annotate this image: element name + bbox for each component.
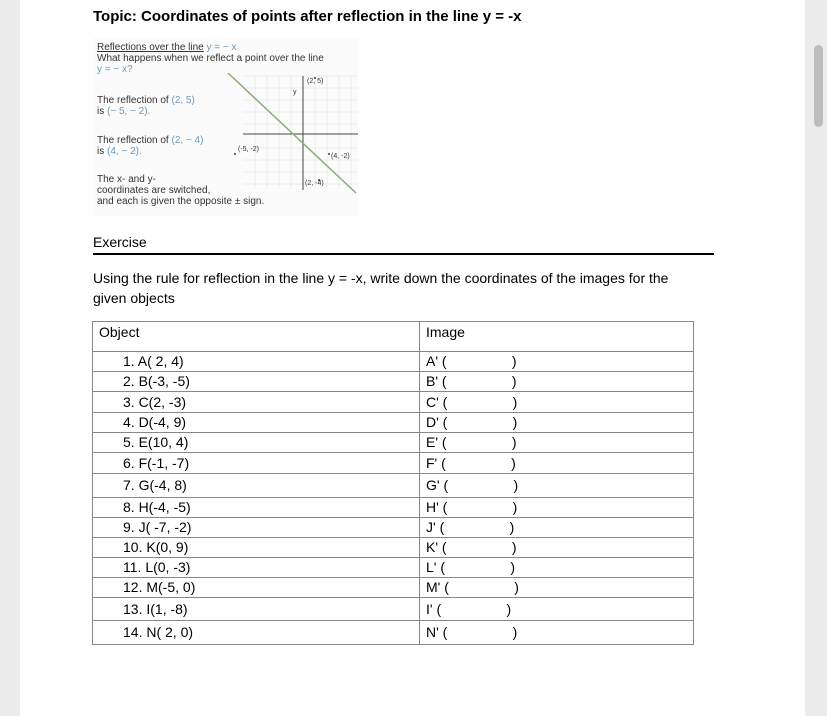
table-row [93, 621, 694, 645]
closing-paren: ) [511, 539, 517, 555]
table-row [93, 598, 694, 621]
closing-paren: ) [512, 414, 518, 430]
image-cell[interactable] [420, 433, 694, 453]
closing-paren: ) [506, 600, 512, 617]
table-row [93, 498, 694, 518]
point: (2, 5) [171, 95, 195, 106]
image-cell[interactable] [420, 372, 694, 392]
figure-question: What happens when we reflect a point over the line [97, 53, 324, 64]
figure-question-eq: y = − x? [97, 64, 133, 75]
table-row [93, 413, 694, 433]
note: and each is given the opposite ± sign. [97, 196, 265, 207]
object-cell: 9. J( -7, -2) [93, 518, 420, 538]
image-cell[interactable] [420, 498, 694, 518]
reflection-figure [93, 38, 358, 216]
point: (− 5, − 2). [107, 106, 151, 117]
exercise-heading: Exercise [93, 234, 147, 250]
closing-paren: ) [512, 393, 518, 410]
closing-paren: ) [509, 519, 515, 535]
table-row [93, 538, 694, 558]
table-row [93, 558, 694, 578]
figure-heading-eq: y = − x [206, 42, 237, 53]
text: is [97, 106, 107, 117]
table-row [93, 433, 694, 453]
text: is [97, 146, 107, 157]
reflection-table [92, 321, 694, 645]
image-cell[interactable] [420, 413, 694, 433]
instructions: Using the rule for reflection in the line y = -x, write down the coordinates of the images for the given objects [93, 270, 669, 306]
closing-paren: ) [512, 499, 518, 515]
object-cell: 12. M(-5, 0) [93, 578, 420, 598]
image-label: F' ( [426, 454, 446, 471]
image-label: M' ( [426, 579, 449, 595]
object-cell: 11. L(0, -3) [93, 558, 420, 578]
image-label: D' ( [426, 414, 448, 430]
object-cell: 4. D(-4, 9) [93, 413, 420, 433]
image-label: J' ( [426, 519, 445, 535]
divider [93, 253, 714, 255]
object-cell: 14. N( 2, 0) [93, 621, 420, 645]
object-cell: 5. E(10, 4) [93, 433, 420, 453]
image-label: H' ( [426, 499, 448, 515]
object-cell: 8. H(-4, -5) [93, 498, 420, 518]
axis-label: y [293, 89, 297, 96]
image-label: B' ( [426, 373, 447, 389]
text: The reflection of [97, 135, 172, 146]
object-cell: 1. A( 2, 4) [93, 352, 420, 372]
object-cell: 2. B(-3, -5) [93, 372, 420, 392]
point-label: (-5, -2) [238, 146, 259, 153]
closing-paren: ) [511, 454, 516, 471]
image-cell[interactable] [420, 598, 694, 621]
image-cell[interactable] [420, 621, 694, 645]
table-row [93, 372, 694, 392]
closing-paren: ) [514, 579, 519, 595]
image-label: E' ( [426, 434, 447, 450]
image-label: C' ( [426, 393, 448, 410]
closing-paren: ) [513, 477, 519, 493]
text: The reflection of [97, 95, 172, 106]
note: The x- and y- [97, 174, 156, 185]
point-label: (2, -4) [305, 180, 324, 187]
closing-paren: ) [511, 373, 517, 389]
header-object: Object [93, 322, 420, 352]
table-row [93, 392, 694, 413]
object-cell: 6. F(-1, -7) [93, 453, 420, 474]
point-label: (4, -2) [331, 153, 350, 160]
closing-paren: ) [510, 559, 516, 575]
image-cell[interactable] [420, 352, 694, 372]
image-cell[interactable] [420, 578, 694, 598]
image-cell[interactable] [420, 558, 694, 578]
image-label: L' ( [426, 559, 446, 575]
table-row [93, 352, 694, 372]
image-label: N' ( [426, 624, 448, 640]
image-label: A' ( [426, 353, 447, 369]
page-title: Topic: Coordinates of points after reflection in the line y = -x [93, 8, 522, 25]
table-row [93, 453, 694, 474]
object-cell: 3. C(2, -3) [93, 392, 420, 413]
figure-heading: Reflections over the line [97, 42, 204, 53]
closing-paren: ) [512, 624, 518, 640]
image-cell[interactable] [420, 392, 694, 413]
image-label: I' ( [426, 600, 442, 617]
table-row [93, 518, 694, 538]
header-image: Image [420, 322, 694, 352]
image-cell[interactable] [420, 538, 694, 558]
point: (4, − 2). [107, 146, 142, 157]
scrollbar[interactable] [814, 45, 823, 127]
object-cell: 13. I(1, -8) [93, 598, 420, 621]
note: coordinates are switched, [97, 185, 211, 196]
table-row [93, 474, 694, 498]
object-cell: 7. G(-4, 8) [93, 474, 420, 498]
image-cell[interactable] [420, 518, 694, 538]
image-label: G' ( [426, 477, 449, 493]
closing-paren: ) [511, 434, 517, 450]
image-cell[interactable] [420, 453, 694, 474]
image-cell[interactable] [420, 474, 694, 498]
image-label: K' ( [426, 539, 447, 555]
point-label: (2, 5) [307, 78, 324, 85]
table-row [93, 578, 694, 598]
closing-paren: ) [511, 353, 517, 369]
point: (2, − 4) [171, 135, 204, 146]
object-cell: 10. K(0, 9) [93, 538, 420, 558]
